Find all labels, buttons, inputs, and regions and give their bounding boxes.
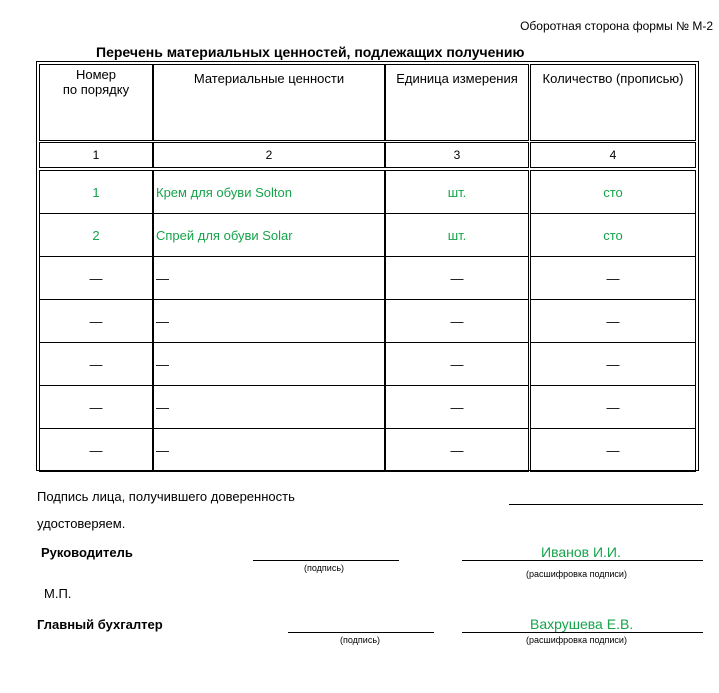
head-decode-caption: (расшифровка подписи) bbox=[526, 569, 627, 579]
header-unit: Единица измерения bbox=[385, 64, 529, 141]
table-cell-qty: — bbox=[530, 385, 696, 429]
accountant-decode-caption: (расшифровка подписи) bbox=[526, 635, 627, 645]
table-cell-n: — bbox=[39, 342, 153, 386]
table-cell-item: — bbox=[153, 256, 385, 300]
head-label: Руководитель bbox=[41, 545, 133, 560]
table-cell-item: — bbox=[153, 299, 385, 343]
table-cell-unit: — bbox=[385, 428, 529, 472]
certify-text-line1: Подпись лица, получившего доверенность bbox=[37, 489, 295, 504]
table-cell-unit: шт. bbox=[385, 170, 529, 214]
head-signature-caption: (подпись) bbox=[304, 563, 345, 573]
table-cell-item: Крем для обуви Solton bbox=[153, 170, 385, 214]
materials-table bbox=[36, 61, 699, 471]
col-number-4: 4 bbox=[530, 142, 696, 168]
accountant-name: Вахрушева Е.В. bbox=[530, 616, 634, 632]
header-quantity: Количество (прописью) bbox=[530, 64, 696, 141]
table-cell-item: — bbox=[153, 385, 385, 429]
header-number bbox=[39, 64, 153, 141]
table-cell-item: — bbox=[153, 342, 385, 386]
table-cell-unit: — bbox=[385, 385, 529, 429]
table-cell-unit: — bbox=[385, 299, 529, 343]
accountant-label: Главный бухгалтер bbox=[37, 617, 163, 632]
table-cell-qty: — bbox=[530, 428, 696, 472]
table-cell-n: — bbox=[39, 428, 153, 472]
head-decode-line bbox=[462, 560, 703, 561]
certify-text-line2: удостоверяем. bbox=[37, 516, 126, 531]
head-name: Иванов И.И. bbox=[541, 544, 621, 560]
table-cell-n: 2 bbox=[39, 213, 153, 257]
header-materials: Материальные ценности bbox=[153, 64, 385, 141]
col-number-3: 3 bbox=[385, 142, 529, 168]
table-cell-n: 1 bbox=[39, 170, 153, 214]
col-number-2: 2 bbox=[153, 142, 385, 168]
table-cell-qty: — bbox=[530, 256, 696, 300]
head-signature-line bbox=[253, 560, 399, 561]
table-cell-item: Спрей для обуви Solar bbox=[153, 213, 385, 257]
header-number-line1: Номер bbox=[75, 67, 116, 82]
certify-signature-line bbox=[509, 504, 703, 505]
table-cell-unit: шт. bbox=[385, 213, 529, 257]
table-cell-unit: — bbox=[385, 256, 529, 300]
table-cell-qty: сто bbox=[530, 170, 696, 214]
form-title: Перечень материальных ценностей, подлежащих получению bbox=[96, 44, 525, 60]
header-number-line2: по порядку bbox=[62, 82, 130, 97]
form-note: Оборотная сторона формы № М-2 bbox=[520, 19, 713, 33]
table-cell-item: — bbox=[153, 428, 385, 472]
stamp-place: М.П. bbox=[44, 586, 72, 601]
table-cell-n: — bbox=[39, 256, 153, 300]
table-cell-qty: — bbox=[530, 299, 696, 343]
table-cell-unit: — bbox=[385, 342, 529, 386]
accountant-signature-caption: (подпись) bbox=[340, 635, 381, 645]
accountant-decode-line bbox=[462, 632, 703, 633]
table-cell-n: — bbox=[39, 299, 153, 343]
table-cell-qty: сто bbox=[530, 213, 696, 257]
table-cell-qty: — bbox=[530, 342, 696, 386]
col-number-1: 1 bbox=[39, 142, 153, 168]
table-cell-n: — bbox=[39, 385, 153, 429]
accountant-signature-line bbox=[288, 632, 434, 633]
